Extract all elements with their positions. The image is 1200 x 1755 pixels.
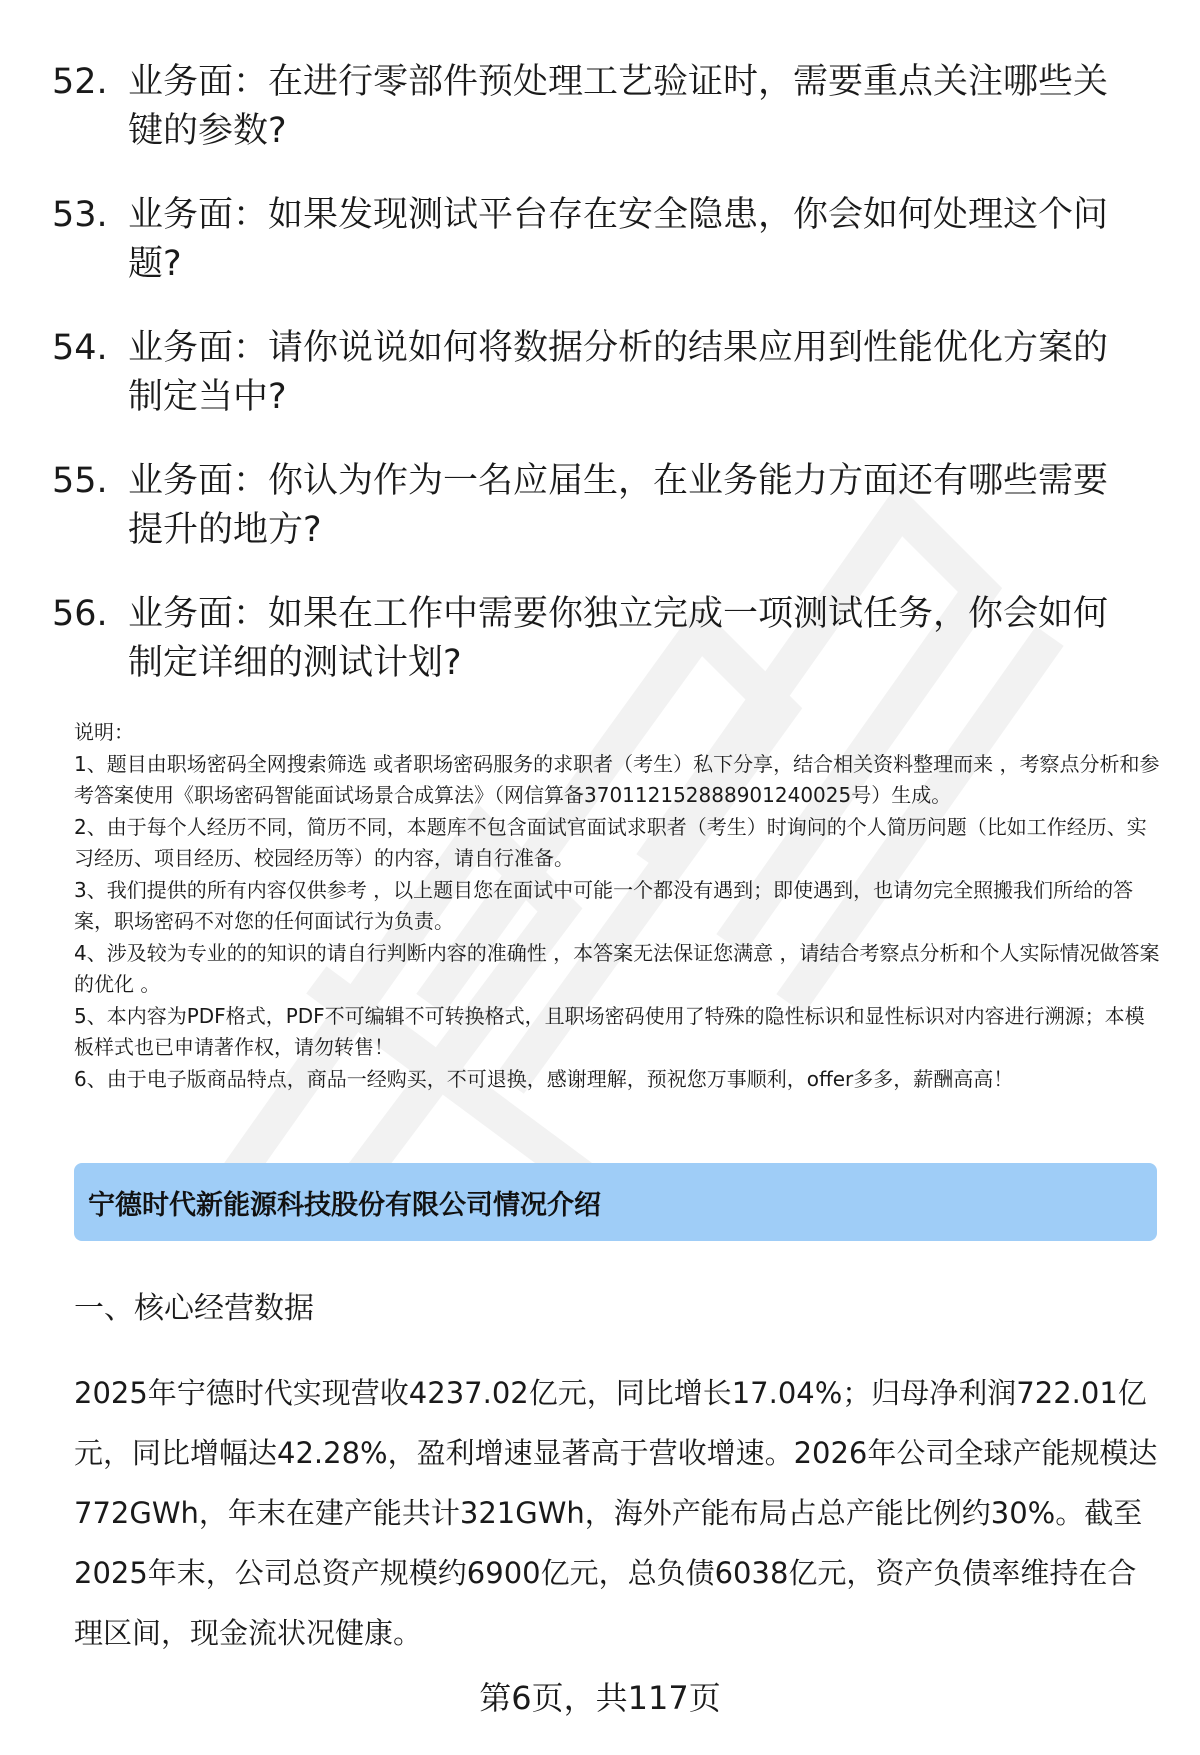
page-number: 第6页，共117页 xyxy=(479,1679,721,1717)
question-text: 业务面：在进行零部件预处理工艺验证时，需要重点关注哪些关键的参数? xyxy=(128,62,1109,151)
company-banner xyxy=(74,1163,1157,1241)
note-item: 1、题目由职场密码全网搜索筛选 或者职场密码服务的求职者（考生）私下分享，结合相关资料整理而来 ，考察点分析和参考答案使用《职场密码智能面试场景合成算法》（网信算备370112152888901240025号）生成。 xyxy=(74,751,1160,807)
question-item xyxy=(52,58,1152,156)
question-item xyxy=(52,457,1152,555)
question-item xyxy=(52,590,1152,688)
question-item xyxy=(52,324,1152,422)
question-text: 业务面：如果发现测试平台存在安全隐患，你会如何处理这个问题? xyxy=(128,195,1109,284)
company-banner-title: 宁德时代新能源科技股份有限公司情况介绍 xyxy=(88,1190,601,1221)
question-number: 56. xyxy=(52,594,108,634)
note-item: 2、由于每个人经历不同，简历不同，本题库不包含面试官面试求职者（考生）时询问的个人简历问题（比如工作经历、实习经历、项目经历、校园经历等）的内容，请自行准备。 xyxy=(74,814,1147,870)
note-item: 3、我们提供的所有内容仅供参考 ，以上题目您在面试中可能一个都没有遇到；即使遇到，也请勿完全照搬我们所给的答案，职场密码不对您的任何面试行为负责。 xyxy=(74,877,1134,933)
company-paragraph: 2025年宁德时代实现营收4237.02亿元，同比增长17.04%；归母净利润722.01亿元，同比增幅达42.28%，盈利增速显著高于营收增速。2026年公司全球产能规模达772GWh，年末在建产能共计321GWh，海外产能布局占总产能比例约30%。截至2025年末，公司总资产规模约6900亿元，总负债6038亿元，资产负债率维持在合理区间，现金流状况健康。 xyxy=(74,1376,1158,1650)
note-item: 6、由于电子版商品特点，商品一经购买，不可退换，感谢理解，预祝您万事顺利，offer多多，薪酬高高！ xyxy=(74,1066,1014,1091)
notes-title: 说明： xyxy=(74,720,134,744)
question-item xyxy=(52,191,1152,289)
question-text: 业务面：请你说说如何将数据分析的结果应用到性能优化方案的制定当中? xyxy=(128,328,1109,417)
question-number: 55. xyxy=(52,461,108,501)
question-number: 52. xyxy=(52,62,108,102)
question-text: 业务面：如果在工作中需要你独立完成一项测试任务，你会如何制定详细的测试计划? xyxy=(128,594,1109,683)
question-number: 53. xyxy=(52,195,108,235)
question-text: 业务面：你认为作为一名应届生，在业务能力方面还有哪些需要提升的地方? xyxy=(128,461,1109,550)
section-heading: 一、核心经营数据 xyxy=(74,1291,314,1326)
question-list xyxy=(52,58,1152,723)
note-item: 4、涉及较为专业的的知识的请自行判断内容的准确性 ，本答案无法保证您满意 ，请结合考察点分析和个人实际情况做答案的优化 。 xyxy=(74,940,1160,996)
notes-section xyxy=(74,717,1164,1095)
question-number: 54. xyxy=(52,328,108,368)
note-item: 5、本内容为PDF格式，PDF不可编辑不可转换格式，且职场密码使用了特殊的隐性标识和显性标识对内容进行溯源；本模板样式也已申请著作权，请勿转售！ xyxy=(74,1003,1145,1059)
